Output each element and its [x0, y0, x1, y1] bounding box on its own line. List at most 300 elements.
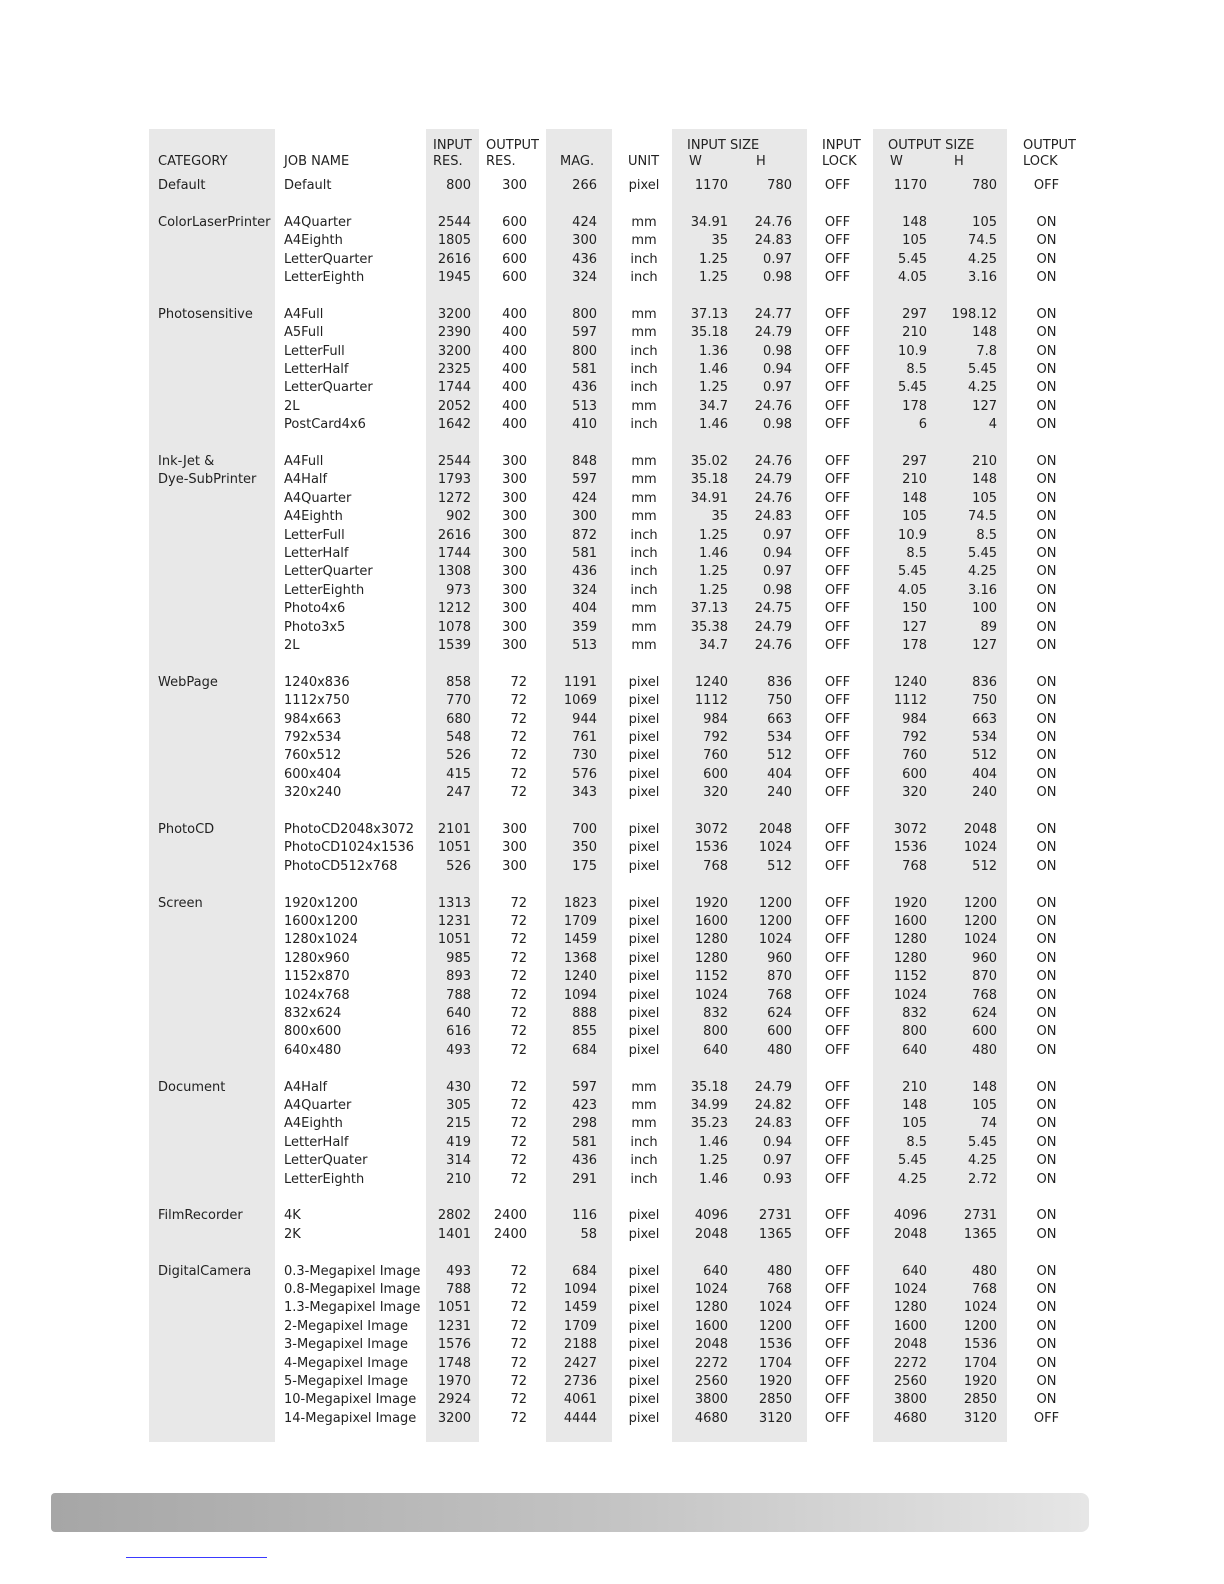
job-name-cell: 4-Megapixel Image — [284, 1355, 409, 1371]
unit-cell: pixel — [628, 950, 660, 966]
input-h-cell: 0.98 — [763, 582, 792, 598]
input-lock-cell: OFF — [824, 619, 851, 635]
input-lock-cell: OFF — [824, 1392, 851, 1408]
table-row — [0, 1097, 1224, 1115]
output-w-cell: 5.45 — [898, 564, 927, 580]
output-h-cell: 1024 — [963, 932, 997, 948]
mag-cell: 1709 — [563, 914, 597, 929]
output-res-cell: 72 — [510, 674, 527, 690]
output-lock-cell: ON — [1036, 1263, 1057, 1279]
unit-cell: pixel — [628, 1355, 660, 1371]
output-h-cell: 3.16 — [968, 270, 997, 285]
unit-cell: pixel — [628, 766, 660, 782]
input-h-cell: 768 — [767, 1282, 792, 1297]
input-res-cell: 1313 — [437, 895, 471, 911]
mag-cell: 324 — [572, 270, 597, 285]
input-h-cell: 624 — [767, 1006, 792, 1021]
output-w-cell: 2048 — [893, 1226, 927, 1242]
output-w-cell: 150 — [902, 601, 927, 617]
job-name-cell: PhotoCD1024x1536 — [284, 840, 415, 856]
input-w-cell: 4680 — [694, 1410, 728, 1426]
input-h-cell: 24.76 — [754, 490, 792, 506]
table-row — [0, 177, 1224, 195]
output-res-cell: 72 — [510, 1134, 527, 1150]
job-name-cell: 760x512 — [284, 748, 342, 764]
input-h-cell: 0.94 — [763, 546, 792, 561]
table-row — [0, 968, 1224, 986]
mag-cell: 2736 — [563, 1374, 597, 1389]
output-lock-cell: ON — [1036, 398, 1057, 414]
category-cell: DigitalCamera — [158, 1263, 252, 1279]
output-w-cell: 4680 — [893, 1410, 927, 1426]
job-name-cell: 984x663 — [284, 711, 342, 727]
output-res-cell: 72 — [510, 785, 527, 801]
output-lock-cell: ON — [1036, 895, 1057, 911]
input-h-cell: 780 — [767, 178, 792, 193]
table-row — [0, 1079, 1224, 1097]
job-name-cell: LetterEighth — [284, 270, 365, 285]
output-w-cell: 2272 — [893, 1355, 927, 1371]
output-res-cell: 300 — [502, 527, 527, 543]
unit-cell: inch — [630, 380, 658, 396]
input-lock-cell: OFF — [824, 1282, 851, 1297]
output-h-cell: 4.25 — [968, 251, 997, 267]
job-name-cell: PhotoCD512x768 — [284, 858, 398, 874]
output-lock-cell: ON — [1036, 509, 1057, 525]
table-row — [0, 637, 1224, 655]
output-w-cell: 1112 — [893, 693, 927, 709]
input-w-cell: 832 — [703, 1006, 728, 1021]
unit-cell: pixel — [628, 858, 660, 874]
input-lock-cell: OFF — [824, 932, 851, 948]
category-cell: Dye-SubPrinter — [158, 472, 257, 488]
input-w-cell: 1.25 — [699, 380, 728, 396]
unit-cell: pixel — [628, 711, 660, 727]
input-lock-cell: OFF — [824, 546, 851, 561]
output-w-cell: 10.9 — [898, 527, 927, 543]
header-job-name: JOB NAME — [284, 154, 350, 169]
job-name-cell: A4Quarter — [284, 214, 352, 230]
input-w-cell: 1170 — [694, 178, 728, 193]
footer-gradient-bar — [51, 1493, 1089, 1532]
mag-cell: 116 — [572, 1208, 597, 1224]
header-output-res-2: RES. — [486, 154, 516, 169]
job-name-cell: Photo4x6 — [284, 601, 346, 617]
table-row — [0, 453, 1224, 471]
job-name-cell: A4Quarter — [284, 490, 352, 506]
job-name-cell: Default — [284, 178, 332, 193]
input-h-cell: 1200 — [758, 1318, 792, 1334]
output-res-cell: 72 — [510, 1282, 527, 1297]
input-w-cell: 1.25 — [699, 582, 728, 598]
input-lock-cell: OFF — [824, 1006, 851, 1021]
output-res-cell: 72 — [510, 1337, 527, 1353]
output-w-cell: 105 — [902, 1116, 927, 1132]
job-name-cell: A4Quarter — [284, 1098, 352, 1113]
output-res-cell: 400 — [502, 380, 527, 396]
output-lock-cell: ON — [1036, 454, 1057, 469]
input-res-cell: 1744 — [437, 546, 471, 561]
output-lock-cell: ON — [1036, 1355, 1057, 1371]
output-w-cell: 4.05 — [898, 582, 927, 598]
mag-cell: 800 — [572, 343, 597, 359]
input-lock-cell: OFF — [824, 509, 851, 525]
input-h-cell: 0.93 — [763, 1171, 792, 1187]
input-lock-cell: OFF — [824, 822, 851, 837]
output-lock-cell: ON — [1036, 1318, 1057, 1334]
output-res-cell: 600 — [502, 270, 527, 285]
input-lock-cell: OFF — [824, 1024, 851, 1040]
input-res-cell: 415 — [446, 766, 471, 782]
input-w-cell: 1152 — [694, 969, 728, 985]
unit-cell: pixel — [628, 1300, 660, 1316]
header-output-size: OUTPUT SIZE — [888, 138, 975, 153]
output-res-cell: 72 — [510, 1153, 527, 1169]
job-name-cell: 4K — [284, 1208, 301, 1224]
output-res-cell: 72 — [510, 748, 527, 764]
input-h-cell: 0.98 — [763, 343, 792, 359]
table-row — [0, 1410, 1224, 1428]
unit-cell: pixel — [628, 1024, 660, 1040]
output-h-cell: 89 — [980, 619, 997, 635]
output-h-cell: 210 — [972, 454, 997, 469]
unit-cell: pixel — [628, 178, 660, 193]
job-name-cell: A4Half — [284, 1079, 328, 1095]
output-h-cell: 240 — [972, 785, 997, 801]
unit-cell: inch — [630, 343, 658, 359]
mag-cell: 597 — [572, 1079, 597, 1095]
output-res-cell: 300 — [502, 454, 527, 469]
output-w-cell: 210 — [902, 325, 927, 341]
output-w-cell: 984 — [902, 711, 927, 727]
output-lock-cell: ON — [1036, 214, 1057, 230]
mag-cell: 359 — [572, 619, 597, 635]
output-lock-cell: ON — [1036, 674, 1057, 690]
table-row — [0, 214, 1224, 232]
table-row — [0, 1391, 1224, 1409]
output-h-cell: 404 — [972, 766, 997, 782]
output-lock-cell: ON — [1036, 693, 1057, 709]
input-w-cell: 2272 — [694, 1355, 728, 1371]
input-lock-cell: OFF — [824, 693, 851, 709]
output-h-cell: 4.25 — [968, 380, 997, 396]
input-w-cell: 1.46 — [699, 1171, 728, 1187]
job-name-cell: 832x624 — [284, 1006, 342, 1021]
output-lock-cell: ON — [1036, 251, 1057, 267]
input-h-cell: 870 — [767, 969, 792, 985]
input-h-cell: 0.97 — [763, 527, 792, 543]
input-w-cell: 2048 — [694, 1226, 728, 1242]
output-w-cell: 1280 — [893, 932, 927, 948]
mag-cell: 597 — [572, 472, 597, 488]
mag-cell: 1191 — [563, 674, 597, 690]
output-w-cell: 760 — [902, 748, 927, 764]
input-lock-cell: OFF — [824, 1171, 851, 1187]
mag-cell: 324 — [572, 582, 597, 598]
input-w-cell: 3800 — [694, 1392, 728, 1408]
input-h-cell: 960 — [767, 950, 792, 966]
input-w-cell: 1.46 — [699, 362, 728, 377]
input-w-cell: 34.7 — [699, 398, 728, 414]
header-output-w: W — [890, 154, 903, 169]
input-h-cell: 0.97 — [763, 1153, 792, 1169]
table-row — [0, 563, 1224, 581]
output-h-cell: 534 — [972, 730, 997, 745]
input-lock-cell: OFF — [824, 1116, 851, 1132]
output-h-cell: 1200 — [963, 1318, 997, 1334]
job-name-cell: 2-Megapixel Image — [284, 1318, 409, 1334]
output-res-cell: 300 — [502, 638, 527, 653]
unit-cell: mm — [631, 1116, 657, 1132]
input-h-cell: 0.97 — [763, 380, 792, 396]
output-res-cell: 72 — [510, 1318, 527, 1334]
job-name-cell: LetterEighth — [284, 582, 365, 598]
input-w-cell: 1280 — [694, 932, 728, 948]
output-w-cell: 792 — [902, 730, 927, 745]
header-input-res-1: INPUT — [433, 138, 472, 153]
output-res-cell: 72 — [510, 1042, 527, 1058]
output-res-cell: 300 — [502, 472, 527, 488]
output-lock-cell: ON — [1036, 233, 1057, 249]
table-row — [0, 692, 1224, 710]
table-row — [0, 361, 1224, 379]
input-res-cell: 1642 — [437, 417, 471, 433]
unit-cell: pixel — [628, 748, 660, 764]
header-output-lock-2: LOCK — [1023, 154, 1058, 169]
output-res-cell: 72 — [510, 1079, 527, 1095]
output-res-cell: 72 — [510, 1392, 527, 1408]
input-h-cell: 0.94 — [763, 362, 792, 377]
input-lock-cell: OFF — [824, 1410, 851, 1426]
output-h-cell: 480 — [972, 1263, 997, 1279]
output-w-cell: 210 — [902, 472, 927, 488]
input-h-cell: 24.83 — [754, 1116, 792, 1132]
input-lock-cell: OFF — [824, 306, 851, 322]
category-cell: Photosensitive — [158, 306, 253, 322]
input-lock-cell: OFF — [824, 840, 851, 856]
input-w-cell: 1112 — [694, 693, 728, 709]
input-lock-cell: OFF — [824, 674, 851, 690]
mag-cell: 4444 — [563, 1410, 597, 1426]
unit-cell: pixel — [628, 1208, 660, 1224]
input-lock-cell: OFF — [824, 1079, 851, 1095]
table-row — [0, 343, 1224, 361]
unit-cell: mm — [631, 509, 657, 525]
job-name-cell: A5Full — [284, 325, 324, 341]
output-res-cell: 300 — [502, 546, 527, 561]
input-lock-cell: OFF — [824, 601, 851, 617]
output-h-cell: 148 — [972, 1079, 997, 1095]
output-h-cell: 5.45 — [968, 362, 997, 377]
mag-cell: 513 — [572, 398, 597, 414]
output-lock-cell: ON — [1036, 1153, 1057, 1169]
output-w-cell: 4.25 — [898, 1171, 927, 1187]
input-h-cell: 480 — [767, 1263, 792, 1279]
table-row — [0, 619, 1224, 637]
input-w-cell: 1.46 — [699, 1134, 728, 1150]
output-h-cell: 3120 — [963, 1410, 997, 1426]
output-res-cell: 300 — [502, 601, 527, 617]
input-res-cell: 1970 — [437, 1374, 471, 1389]
input-res-cell: 2390 — [437, 325, 471, 341]
unit-cell: pixel — [628, 1006, 660, 1021]
output-h-cell: 600 — [972, 1024, 997, 1040]
input-lock-cell: OFF — [824, 950, 851, 966]
input-w-cell: 1600 — [694, 914, 728, 929]
input-res-cell: 893 — [446, 969, 471, 985]
mag-cell: 684 — [572, 1042, 597, 1058]
header-input-res-2: RES. — [433, 154, 463, 169]
mag-cell: 2427 — [563, 1355, 597, 1371]
job-name-cell: A4Eighth — [284, 509, 343, 525]
unit-cell: pixel — [628, 1374, 660, 1389]
table-row — [0, 600, 1224, 618]
unit-cell: inch — [630, 546, 658, 561]
input-h-cell: 512 — [767, 748, 792, 764]
output-w-cell: 148 — [902, 1098, 927, 1113]
output-w-cell: 178 — [902, 638, 927, 653]
input-res-cell: 1744 — [437, 380, 471, 396]
input-w-cell: 792 — [703, 730, 728, 745]
input-lock-cell: OFF — [824, 1134, 851, 1150]
output-h-cell: 105 — [972, 214, 997, 230]
unit-cell: mm — [631, 214, 657, 230]
input-h-cell: 24.79 — [754, 472, 792, 488]
mag-cell: 730 — [572, 748, 597, 764]
input-h-cell: 0.98 — [763, 270, 792, 285]
output-w-cell: 1920 — [893, 895, 927, 911]
output-lock-cell: ON — [1036, 1024, 1057, 1040]
job-name-cell: 5-Megapixel Image — [284, 1374, 409, 1389]
output-h-cell: 105 — [972, 1098, 997, 1113]
input-w-cell: 1280 — [694, 950, 728, 966]
input-lock-cell: OFF — [824, 564, 851, 580]
category-cell: Default — [158, 178, 206, 193]
mag-cell: 800 — [572, 306, 597, 322]
output-lock-cell: ON — [1036, 950, 1057, 966]
job-name-cell: LetterQuater — [284, 1153, 368, 1169]
output-w-cell: 768 — [902, 858, 927, 874]
table-row — [0, 747, 1224, 765]
output-res-cell: 400 — [502, 417, 527, 433]
job-name-cell: 1280x960 — [284, 950, 350, 966]
output-w-cell: 1024 — [893, 1282, 927, 1297]
input-lock-cell: OFF — [824, 785, 851, 801]
footer-link-underline — [126, 1557, 267, 1558]
table-row — [0, 545, 1224, 563]
input-res-cell: 2544 — [437, 214, 471, 230]
input-w-cell: 35.23 — [690, 1116, 728, 1132]
output-h-cell: 1704 — [963, 1355, 997, 1371]
output-res-cell: 72 — [510, 1263, 527, 1279]
unit-cell: mm — [631, 472, 657, 488]
job-name-cell: 1920x1200 — [284, 895, 358, 911]
input-h-cell: 1024 — [758, 840, 792, 856]
input-w-cell: 1.36 — [699, 343, 728, 359]
input-w-cell: 35.18 — [690, 1079, 728, 1095]
output-h-cell: 512 — [972, 748, 997, 764]
input-w-cell: 768 — [703, 858, 728, 874]
output-w-cell: 1024 — [893, 987, 927, 1003]
output-w-cell: 5.45 — [898, 251, 927, 267]
input-res-cell: 3200 — [437, 1410, 471, 1426]
input-res-cell: 314 — [446, 1153, 471, 1169]
output-w-cell: 1170 — [893, 178, 927, 193]
output-res-cell: 600 — [502, 251, 527, 267]
output-lock-cell: ON — [1036, 1006, 1057, 1021]
output-w-cell: 640 — [902, 1042, 927, 1058]
input-res-cell: 1748 — [437, 1355, 471, 1371]
table-row — [0, 931, 1224, 949]
input-h-cell: 3120 — [758, 1410, 792, 1426]
output-w-cell: 1600 — [893, 914, 927, 929]
output-lock-cell: ON — [1036, 1392, 1057, 1408]
input-h-cell: 24.79 — [754, 325, 792, 341]
output-w-cell: 1600 — [893, 1318, 927, 1334]
output-h-cell: 2850 — [963, 1392, 997, 1408]
output-res-cell: 400 — [502, 398, 527, 414]
input-w-cell: 34.99 — [690, 1098, 728, 1113]
output-res-cell: 300 — [502, 822, 527, 837]
output-res-cell: 300 — [502, 582, 527, 598]
unit-cell: pixel — [628, 822, 660, 837]
job-name-cell: 640x480 — [284, 1042, 342, 1058]
output-lock-cell: ON — [1036, 932, 1057, 948]
output-h-cell: 750 — [972, 693, 997, 709]
input-res-cell: 1945 — [437, 270, 471, 285]
job-name-cell: LetterHalf — [284, 1134, 349, 1150]
input-h-cell: 1024 — [758, 1300, 792, 1316]
input-res-cell: 1576 — [437, 1337, 471, 1353]
output-lock-cell: ON — [1036, 306, 1057, 322]
output-w-cell: 1280 — [893, 950, 927, 966]
output-h-cell: 148 — [972, 472, 997, 488]
input-h-cell: 24.79 — [754, 619, 792, 635]
input-w-cell: 1024 — [694, 1282, 728, 1297]
input-res-cell: 1539 — [437, 638, 471, 653]
input-lock-cell: OFF — [824, 969, 851, 985]
unit-cell: mm — [631, 638, 657, 653]
table-row — [0, 582, 1224, 600]
input-h-cell: 24.79 — [754, 1079, 792, 1095]
output-res-cell: 72 — [510, 950, 527, 966]
unit-cell: pixel — [628, 1410, 660, 1426]
output-h-cell: 1200 — [963, 895, 997, 911]
input-lock-cell: OFF — [824, 527, 851, 543]
table-row — [0, 711, 1224, 729]
input-h-cell: 0.98 — [763, 417, 792, 433]
output-res-cell: 72 — [510, 987, 527, 1003]
input-h-cell: 404 — [767, 766, 792, 782]
input-lock-cell: OFF — [824, 895, 851, 911]
job-name-cell: LetterQuarter — [284, 564, 373, 580]
job-name-cell: 1280x1024 — [284, 932, 358, 948]
input-lock-cell: OFF — [824, 380, 851, 396]
input-res-cell: 2616 — [437, 251, 471, 267]
input-res-cell: 973 — [446, 582, 471, 598]
category-cell: Ink-Jet & — [158, 454, 215, 469]
output-lock-cell: ON — [1036, 1042, 1057, 1058]
table-row — [0, 527, 1224, 545]
mag-cell: 581 — [572, 1134, 597, 1150]
output-w-cell: 8.5 — [906, 546, 927, 561]
unit-cell: pixel — [628, 1226, 660, 1242]
mag-cell: 343 — [572, 785, 597, 801]
unit-cell: mm — [631, 490, 657, 506]
input-h-cell: 1536 — [758, 1337, 792, 1353]
output-w-cell: 832 — [902, 1006, 927, 1021]
input-res-cell: 305 — [446, 1098, 471, 1113]
